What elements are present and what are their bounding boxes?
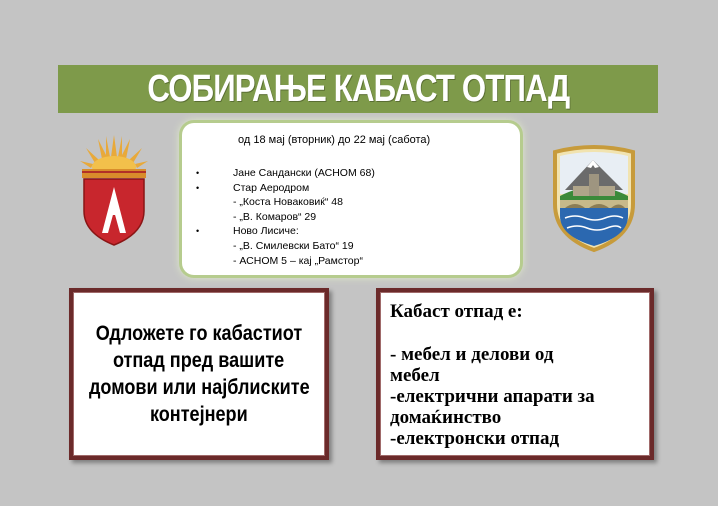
bulky-waste-heading: Кабаст отпад е: — [390, 301, 523, 322]
location-text: - АСНОМ 5 – кај „Рамстор“ — [233, 254, 363, 267]
notice-line: Одложете го кабастиот — [95, 322, 303, 345]
bullet: • — [196, 226, 200, 237]
title-banner — [58, 65, 658, 113]
location-text: - „Коста Новаковиќ“ 48 — [233, 196, 343, 209]
list-item — [196, 166, 375, 181]
location-text: Ново Лисиче: — [233, 225, 299, 238]
location-list — [196, 166, 375, 268]
list-item — [196, 195, 375, 210]
notice-line: контејнери — [150, 403, 248, 426]
bulky-waste-definition-box — [376, 288, 654, 460]
bullet: • — [196, 168, 200, 178]
list-item — [196, 210, 375, 225]
bulky-waste-line: домаќинство — [390, 407, 502, 428]
list-item — [196, 224, 375, 239]
bulky-waste-line: -електрични апарати за — [390, 386, 595, 407]
list-item — [196, 181, 375, 196]
page-title: СОБИРАЊЕ КАБАСТ ОТПАД — [146, 67, 570, 110]
bulky-waste-line: мебел — [390, 365, 440, 386]
notice-line: отпад пред вашите — [113, 349, 285, 372]
disposal-notice-box — [69, 288, 329, 460]
notice-line: домови или најблиските — [88, 376, 310, 399]
bullet: • — [196, 182, 200, 193]
left-coat-of-arms-icon — [78, 133, 150, 247]
schedule-card — [182, 123, 520, 275]
collection-dates: од 18 мај (вторник) до 22 мај (сабота) — [238, 134, 431, 146]
bulky-waste-line: - мебел и делови од — [390, 344, 554, 365]
list-item — [196, 239, 375, 254]
list-item — [196, 254, 375, 269]
location-text: Јане Сандански (АСНОМ 68) — [233, 167, 375, 179]
location-text: Стар Аеродром — [233, 181, 310, 194]
location-text: - „В. Комаров“ 29 — [233, 210, 317, 223]
right-coat-of-arms-icon — [551, 144, 637, 254]
location-text: - „В. Смилевски Бато“ 19 — [233, 239, 354, 252]
bulky-waste-line: -електронски отпад — [390, 428, 560, 449]
